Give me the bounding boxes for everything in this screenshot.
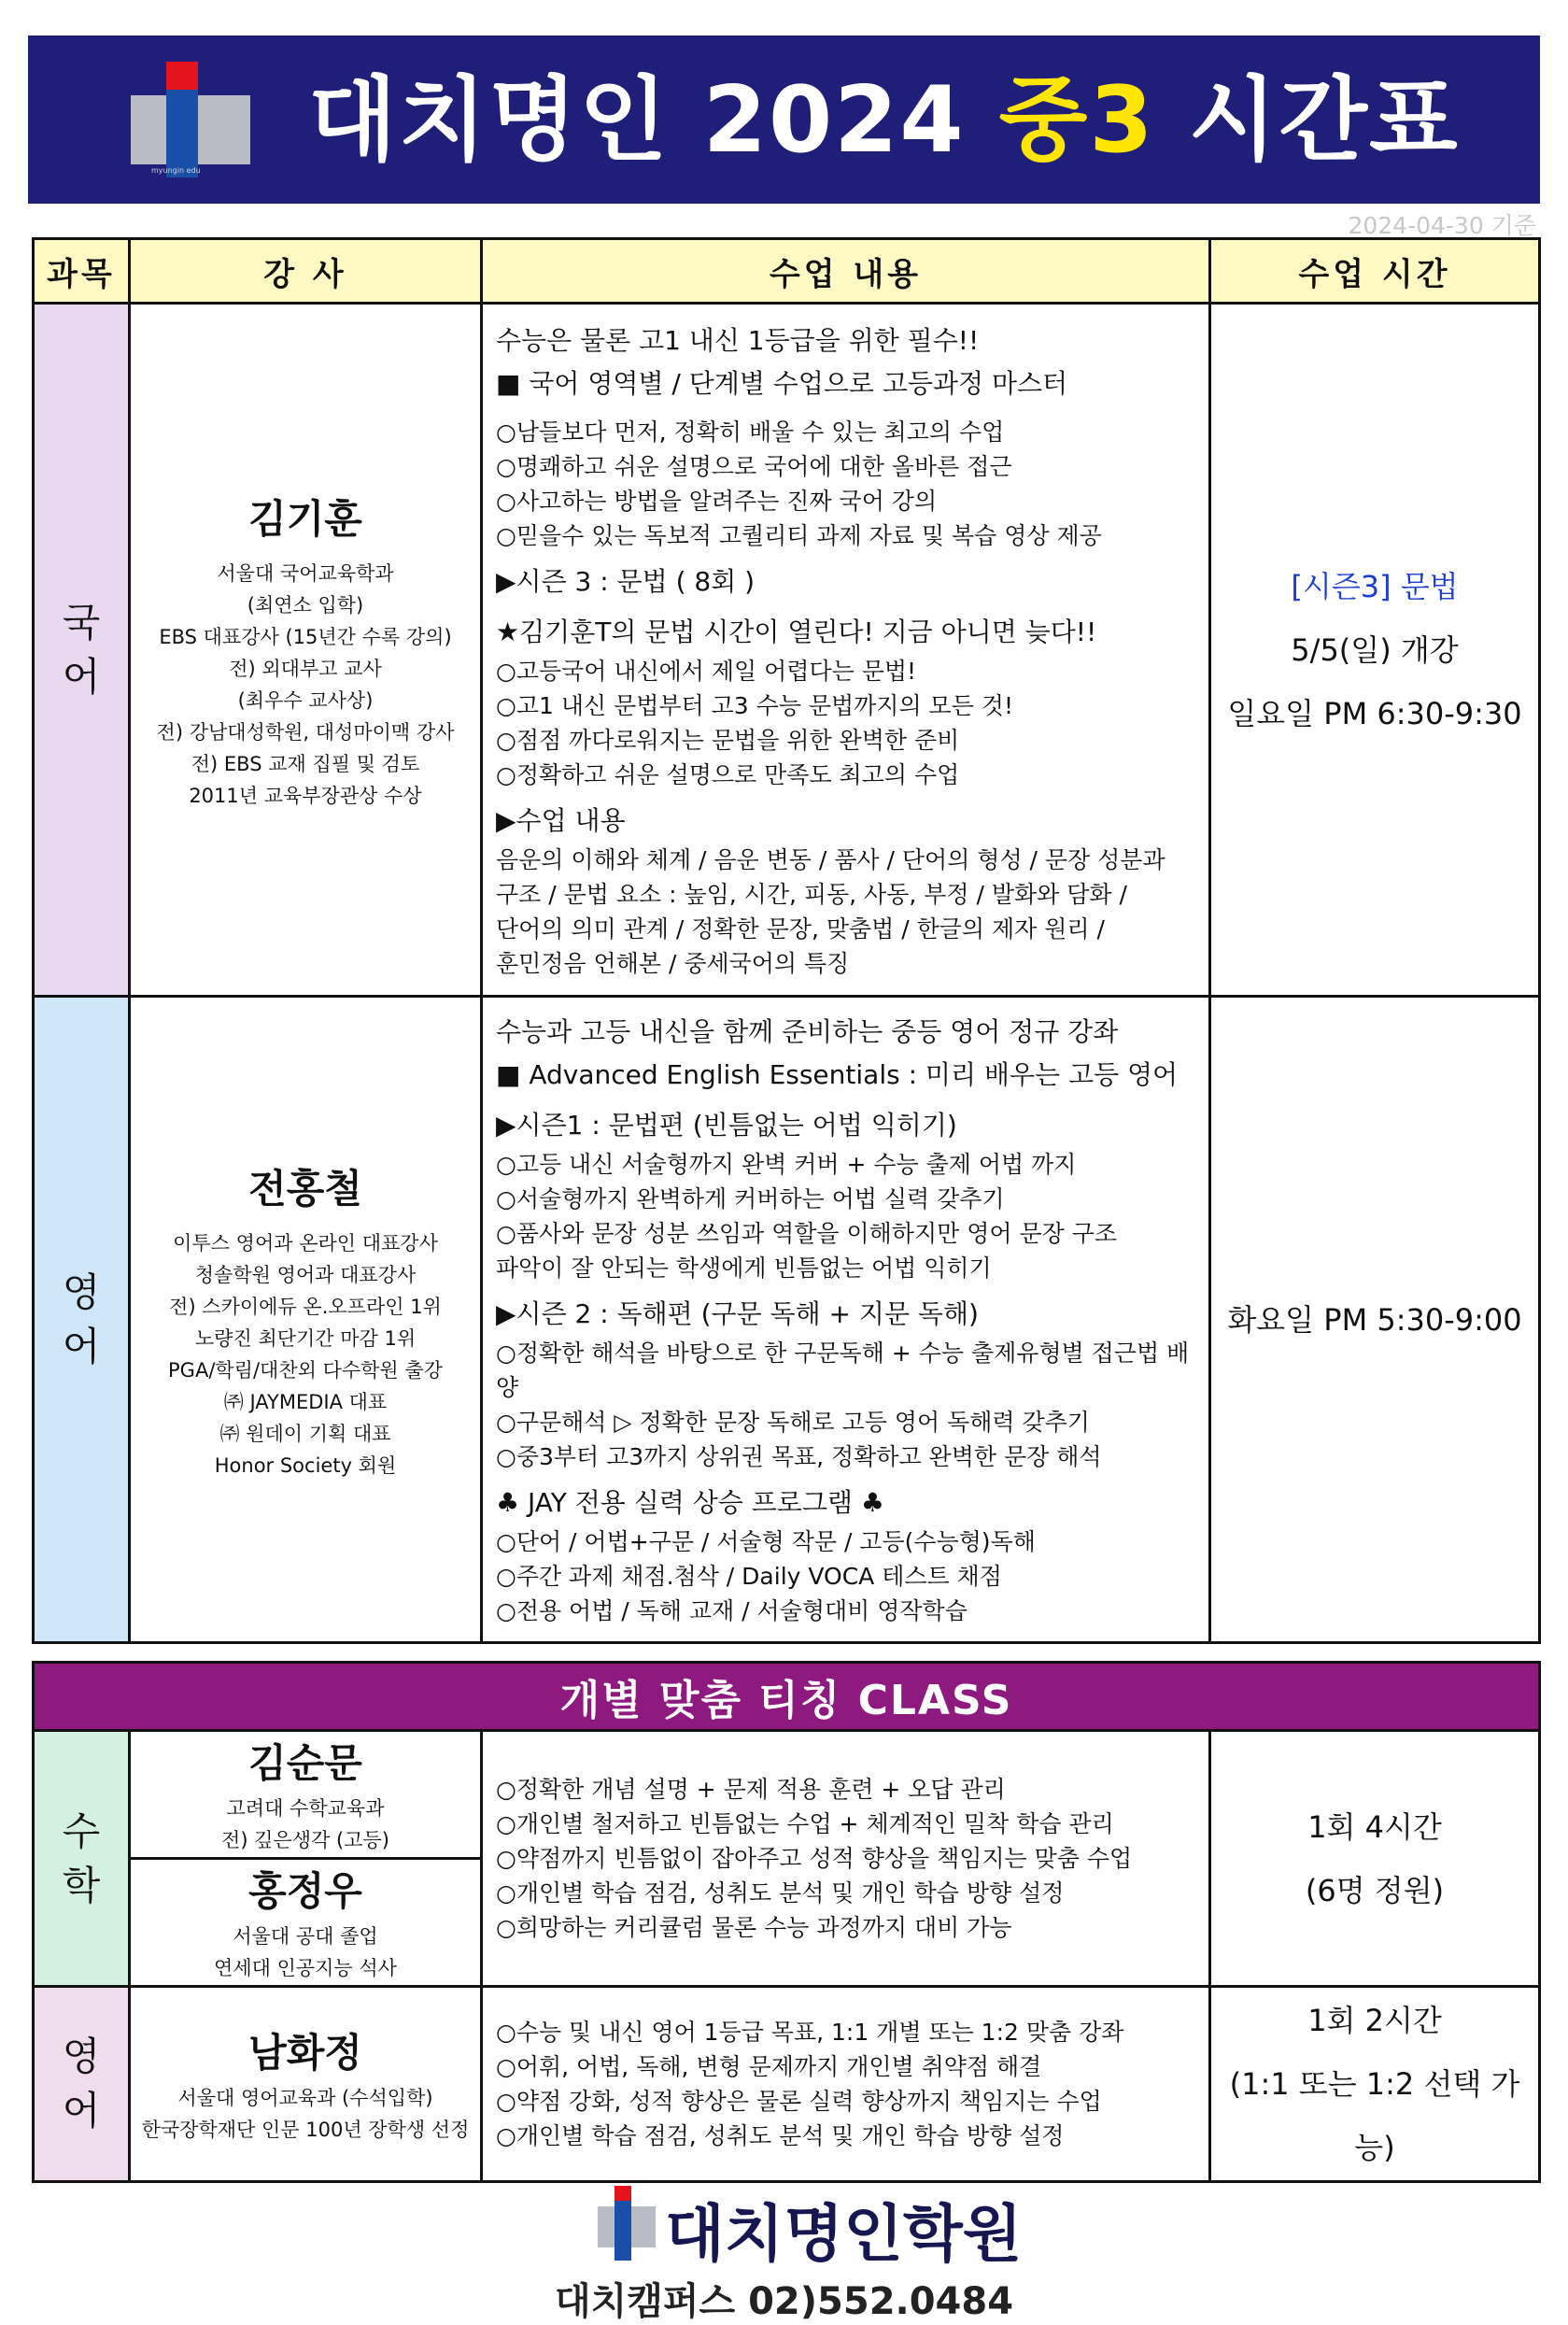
teacher-credentials: 이투스 영어과 온라인 대표강사 청솔학원 영어과 대표강사 전) 스카이에듀 온.오프라인 1위 노량진 최단기간 마감 1위 PGA/학림/대찬외 다수학원 출강 ㈜ JAYMEDIA 대표 ㈜ 원데이 기획 대표 Honor Society 회원 [168,1231,443,1477]
table-row-english-individual [34,1987,1540,2182]
teacher-nam-hwajeong [130,1987,482,2182]
subject-english: 영 어 [34,997,130,1643]
page-title: 대치명인 2024 중3 시간표 [308,67,1460,174]
teacher-credentials: 서울대 국어교육학과 (최연소 입학) EBS 대표강사 (15년간 수록 강의) 전) 외대부고 교사 (최우수 교사상) 전) 강남대성학원, 대성마이맥 강사 전) EBS 교재 집필 및 검토 2011년 교육부장관상 수상 [156,561,455,807]
teacher-name: 김기훈 [248,495,362,542]
header-teacher: 강 사 [130,239,482,304]
header-time: 수업 시간 [1210,239,1540,304]
class-banner-row [34,1663,1540,1731]
english-time: 화요일 PM 5:30-9:00 [1210,997,1540,1643]
timetable-individual [32,1661,1541,2183]
class-banner: 개별 맞춤 티칭 CLASS [34,1663,1540,1731]
teacher-credentials: 고려대 수학교육과 전) 깊은생각 (고등) [221,1797,389,1851]
teacher-credentials: 서울대 공대 졸업 연세대 인공지능 석사 [214,1925,397,1979]
academy-logo-icon: myungin edu [131,62,250,177]
table-row-math-1 [34,1731,1540,1859]
teacher-credentials: 서울대 영어교육과 (수석입학) 한국장학재단 인문 100년 장학생 선정 [141,2087,470,2141]
teacher-name: 전홍철 [248,1165,362,1212]
footer-academy-name: 대치명인학원 [665,2198,1023,2270]
teacher-kim-soonmun [130,1731,482,1859]
teacher-hong-jeongwoo [130,1859,482,1987]
footer-logo-icon [598,2186,656,2261]
reference-date: 2024-04-30 기준 [1348,212,1536,239]
english-individual-content: ○수능 및 내신 영어 1등급 목표, 1:1 개별 또는 1:2 맞춤 강좌 ○어휘, 어법, 독해, 변형 문제까지 개인별 취약점 해결 ○약점 강화, 성적 향상은 물론 실력 향상까지 책임지는 수업 ○개인별 학습 점검, 성취도 분석 및 개인 학습 방향 설정 [482,1987,1210,2182]
grade-highlight: 중3 [998,67,1155,174]
teacher-name: 남화정 [248,2030,362,2076]
english-individual-time: 1회 2시간 (1:1 또는 1:2 선택 가능) [1210,1987,1540,2182]
footer-phone: 대치캠퍼스 02)552.0484 [554,2280,1014,2323]
teacher-name: 김순문 [248,1740,362,1786]
timetable-main [32,237,1541,1644]
teacher-kim-kihoon [130,304,482,997]
math-time: 1회 4시간 (6명 정원) [1210,1731,1540,1987]
math-content: ○정확한 개념 설명 + 문제 적용 훈련 + 오답 관리 ○개인별 철저하고 빈틈없는 수업 + 체계적인 밀착 학습 관리 ○약점까지 빈틈없이 잡아주고 성적 향상을 책임지는 맞춤 수업 ○개인별 학습 점검, 성취도 분석 및 개인 학습 방향 설정 ○희망하는 커리큘럼 물론 수능 과정까지 대비 가능 [482,1731,1210,1987]
subject-english-individual: 영 어 [34,1987,130,2182]
korean-time: [시즌3] 문법 5/5(일) 개강 일요일 PM 6:30-9:30 [1210,304,1540,997]
header-subject: 과목 [34,239,130,304]
english-content: 수능과 고등 내신을 함께 준비하는 중등 영어 정규 강좌 ■ Advanced English Essentials : 미리 배우는 고등 영어 ▶시즌1 : 문법편 (빈틈없는 어법 익히기) ○고등 내신 서술형까지 완벽 커버 + 수능 출제 어법 까지 ○서술형까지 완벽하게 커버하는 어법 실력 갖추기 ○품사와 문장 성분 쓰임과 역할을 이해하지만 영어 문장 구조 파악이 잘 안되는 학생에게 빈틈없는 어법 익히기 ▶시즌 2 : 독해편 (구문 독해 + 지문 독해) ○정확한 해석을 바탕으로 한 구문독해 + 수능 출제유형별 접근법 배양 ○구문해석 ▷ 정확한 문장 독해로 고등 영어 독해력 갖추기 ○중3부터 고3까지 상위권 목표, 정확하고 완벽한 문장 해석 ♣ JAY 전용 실력 상승 프로그램 ♣ ○단어 / 어법+구문 / 서술형 작문 / 고등(수능형)독해 ○주간 과제 채점.첨삭 / Daily VOCA 테스트 채점 ○전용 어법 / 독해 교재 / 서술형대비 영작학습 [482,997,1210,1643]
table-header-row [34,239,1540,304]
subject-korean: 국 어 [34,304,130,997]
title-banner [28,35,1540,204]
subject-math: 수 학 [34,1731,130,1987]
table-row-korean [34,304,1540,997]
teacher-name: 홍정우 [248,1868,362,1914]
header-content: 수업 내용 [482,239,1210,304]
table-row-english [34,997,1540,1643]
korean-content: 수능은 물론 고1 내신 1등급을 위한 필수!! ■ 국어 영역별 / 단계별 수업으로 고등과정 마스터 ○남들보다 먼저, 정확히 배울 수 있는 최고의 수업 ○명쾌하고 쉬운 설명으로 국어에 대한 올바른 접근 ○사고하는 방법을 알려주는 진짜 국어 강의 ○믿을수 있는 독보적 고퀄리티 과제 자료 및 복습 영상 제공 ▶시즌 3 : 문법 ( 8회 ) ★김기훈T의 문법 시간이 열린다! 지금 아니면 늦다!! ○고등국어 내신에서 제일 어렵다는 문법! ○고1 내신 문법부터 고3 수능 문법까지의 모든 것! ○점점 까다로워지는 문법을 위한 완벽한 준비 ○정확하고 쉬운 설명으로 만족도 최고의 수업 ▶수업 내용 음운의 이해와 체계 / 음운 변동 / 품사 / 단어의 형성 / 문장 성분과 구조 / 문법 요소 : 높임, 시간, 피동, 사동, 부정 / 발화와 담화 / 단어의 의미 관계 / 정확한 문장, 맞춤법 / 한글의 제자 원리 / 훈민정음 언해본 / 중세국어의 특징 [482,304,1210,997]
teacher-jeon-hongcheol [130,997,482,1643]
